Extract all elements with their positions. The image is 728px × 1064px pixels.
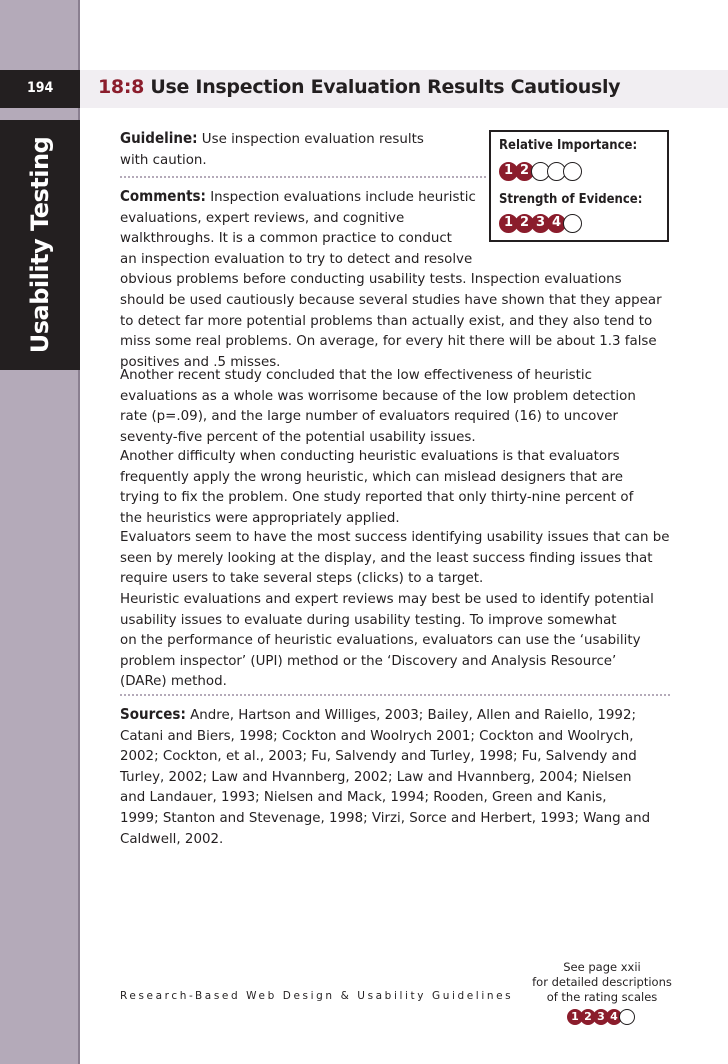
guideline-title [98, 76, 620, 98]
rating-circle-filled: 3 [531, 214, 550, 233]
relative-importance-label: Relative Importance: [499, 138, 638, 153]
rating-circle-filled: 2 [580, 1009, 596, 1025]
paragraph-line: frequently apply the wrong heuristic, which can mislead designers that are [120, 469, 623, 485]
rating-circle-empty [563, 162, 582, 181]
comments-line: to detect far more potential problems than actually exist, and they also tend to [120, 313, 653, 329]
dotted-separator [120, 176, 486, 178]
paragraph-line: seen by merely looking at the display, and the least success finding issues that [120, 550, 653, 566]
section-tab-label: Usability Testing [26, 136, 54, 354]
guideline-number: 18:8 [98, 76, 145, 98]
sources-line: Turley, 2002; Law and Hvannberg, 2002; Law and Hvannberg, 2004; Nielsen [120, 769, 632, 785]
sources-paragraph [120, 704, 680, 850]
rating-circle-filled: 4 [606, 1009, 622, 1025]
strength-of-evidence-label: Strength of Evidence: [499, 192, 643, 207]
body-paragraph-3 [120, 528, 680, 590]
paragraph-line: evaluations as a whole was worrisome because of the low problem detection [120, 388, 636, 404]
sources-line: Andre, Hartson and Williges, 2003; Bailey, Allen and Raiello, 1992; [190, 708, 636, 723]
rating-circle-filled: 2 [515, 214, 534, 233]
sources-line: and Landauer, 1993; Nielsen and Mack, 1994; Rooden, Green and Kanis, [120, 790, 607, 806]
comments-line: should be used cautiously because several studies have shown that they appear [120, 292, 662, 308]
paragraph-line: problem inspector’ (UPI) method or the ‘Discovery and Analysis Resource’ [120, 653, 617, 669]
sources-line: 1999; Stanton and Stevenage, 1998; Virzi, Sorce and Herbert, 1993; Wang and [120, 810, 651, 826]
guideline-label: Guideline: [120, 129, 198, 147]
paragraph-line: the heuristics were appropriately applied. [120, 510, 400, 526]
rating-circle-filled: 3 [593, 1009, 609, 1025]
sources-line: Caldwell, 2002. [120, 831, 224, 847]
paragraph-line: trying to fix the problem. One study reported that only thirty-nine percent of [120, 490, 634, 506]
sources-line: Catani and Biers, 1998; Cockton and Woolrych 2001; Cockton and Woolrych, [120, 728, 634, 744]
paragraph-line: Heuristic evaluations and expert reviews may best be used to identify potential [120, 592, 654, 607]
guideline-text-line-2: with caution. [120, 152, 207, 168]
rating-scale-note [522, 960, 682, 1005]
footer-book-title: Research-Based Web Design & Usability Guidelines [120, 990, 514, 1002]
paragraph-line: (DARe) method. [120, 674, 227, 690]
dotted-separator [120, 694, 670, 696]
comments-line: an inspection evaluation to try to detect and resolve [120, 251, 473, 267]
note-line: for detailed descriptions [532, 975, 672, 989]
paragraph-line: Another difficulty when conducting heuristic evaluations is that evaluators [120, 449, 620, 464]
note-line: See page xxii [563, 960, 641, 974]
relative-importance-rating [499, 162, 579, 181]
body-paragraph-4 [120, 590, 680, 693]
page-number: 194 [27, 80, 54, 96]
guideline-text-line-1: Use inspection evaluation results [201, 132, 424, 147]
note-line: of the rating scales [546, 990, 658, 1004]
sources-label: Sources: [120, 705, 186, 723]
comments-line: obvious problems before conducting usability tests. Inspection evaluations [120, 272, 622, 288]
sources-line: 2002; Cockton, et al., 2003; Fu, Salvendy and Turley, 1998; Fu, Salvendy and [120, 749, 637, 765]
paragraph-line: Evaluators seem to have the most success identifying usability issues that can be [120, 530, 670, 545]
comments-label: Comments: [120, 187, 206, 205]
paragraph-line: on the performance of heuristic evaluations, evaluators can use the ‘usability [120, 633, 641, 649]
paragraph-line: seventy-five percent of the potential usability issues. [120, 429, 476, 445]
comments-paragraph [120, 186, 680, 373]
rating-scale-legend [567, 1009, 632, 1025]
rating-circle-filled: 1 [499, 214, 518, 233]
body-paragraph-1 [120, 366, 680, 448]
rating-circle-empty [619, 1009, 635, 1025]
paragraph-line: usability issues to evaluate during usability testing. To improve somewhat [120, 612, 617, 628]
rating-circle-filled: 1 [499, 162, 518, 181]
comments-line: Inspection evaluations include heuristic [210, 190, 476, 205]
comments-line: evaluations, expert reviews, and cognitive [120, 210, 405, 226]
rating-circle-filled: 1 [567, 1009, 583, 1025]
comments-line: walkthroughs. It is a common practice to conduct [120, 231, 452, 247]
guideline-title-text: Use Inspection Evaluation Results Cautiously [150, 76, 621, 98]
rating-circle-filled: 2 [515, 162, 534, 181]
guideline-statement [120, 128, 480, 171]
paragraph-line: rate (p=.09), and the large number of evaluators required (16) to uncover [120, 409, 618, 425]
comments-line: miss some real problems. On average, for every hit there will be about 1.3 false [120, 334, 657, 350]
paragraph-line: Another recent study concluded that the low effectiveness of heuristic [120, 368, 592, 383]
rating-circle-filled: 4 [547, 214, 566, 233]
paragraph-line: require users to take several steps (clicks) to a target. [120, 571, 484, 587]
body-paragraph-2 [120, 447, 680, 529]
comments-line: positives and .5 misses. [120, 354, 281, 370]
